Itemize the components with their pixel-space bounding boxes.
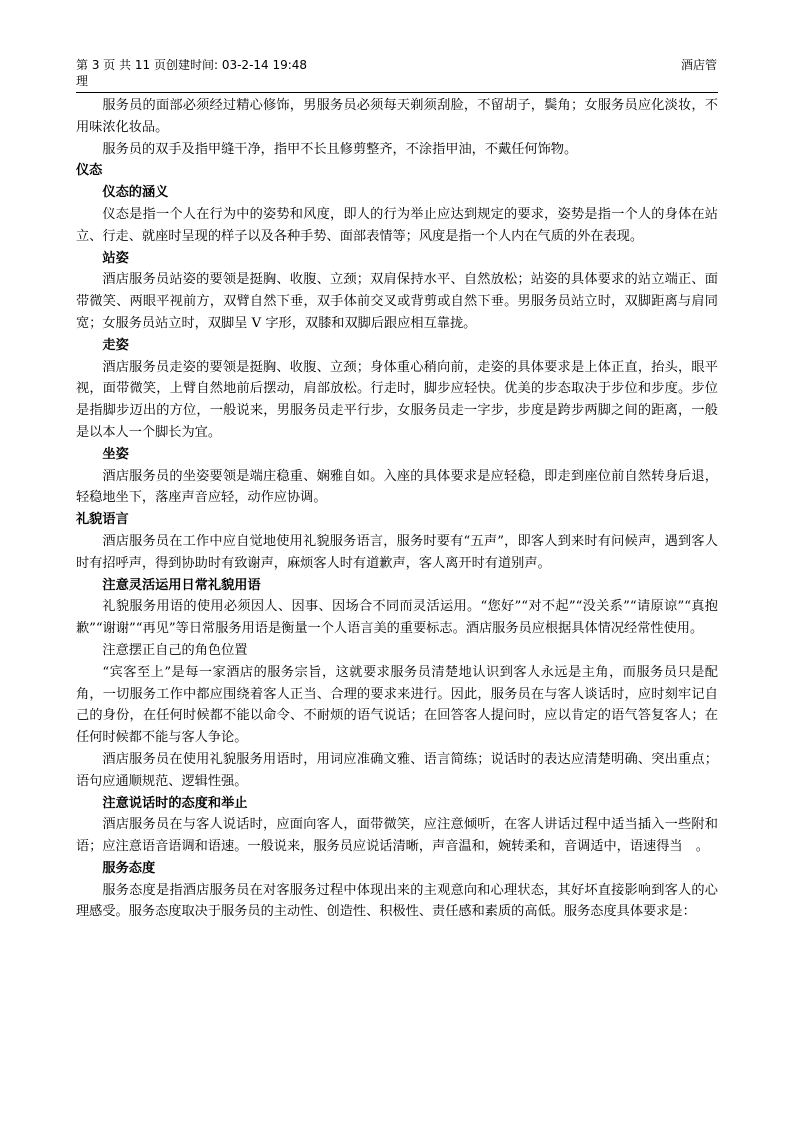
paragraph: 酒店服务员走姿的要领是挺胸、收腹、立颈；身体重心稍向前，走姿的具体要求是上体正直，抬头，眼平视，面带微笑，上臂自然地前后摆动，肩部放松。行走时，脚步应轻快。优美的步态取决于步位和步度。步位是指脚步迈出的方位，一般说来，男服务员走平行步，女服务员走一字步，步度是跨步两脚之间的距离，一般是以本人一个脚长为宜。: [76, 359, 718, 440]
page-header-info: [76, 57, 636, 89]
paragraph: 服务态度是指酒店服务员在对客服务过程中体现出来的主观意向和心理状态，其好坏直接影响到客人的心理感受。服务态度取决于服务员的主动性、创造性、积极性、责任感和素质的高低。服务态度具体要求是：: [76, 882, 718, 920]
paragraph: 酒店服务员在工作中应自觉地使用礼貌服务语言，服务时要有“五声”，即客人到来时有问候声，遇到客人时有招呼声，得到协助时有致谢声，麻烦客人时有道歉声，客人离开时有道别声。: [76, 533, 718, 571]
paragraph: 酒店服务员在使用礼貌服务用语时，用词应准确文雅、语言简练；说话时的表达应清楚明确、突出重点；语句应通顺规范、逻辑性强。: [76, 751, 718, 789]
document-body: [76, 95, 718, 923]
paragraph: 服务员的面部必须经过精心修饰，男服务员必须每天剃须刮脸，不留胡子，鬓角；女服务员应化淡妆，不用味浓化妆品。: [76, 98, 718, 135]
subsection-heading: 走姿: [102, 337, 129, 353]
header-title: 酒店管: [680, 58, 717, 72]
header-divider: [76, 92, 718, 93]
paragraph: “宾客至上”是每一家酒店的服务宗旨，这就要求服务员清楚地认识到客人永远是主角，而服务员只是配角，一切服务工作中都应围绕着客人正当、合理的要求来进行。因此，服务员在与客人谈话时，应时刻牢记自己的身份，在任何时候都不能以命令、不耐烦的语气说话；在回答客人提问时，应以肯定的语气答复客人；在任何时候都不能与客人争论。: [76, 664, 718, 746]
section-heading: 仪态: [76, 163, 103, 179]
subsection-heading: 服务态度: [102, 860, 156, 876]
header-wrap-char: 理: [76, 74, 89, 88]
paragraph: 酒店服务员站姿的要领是挺胸、收腹、立颈；双肩保持水平、自然放松；站姿的具体要求的站立端正、面带微笑、两眼平视前方，双臂自然下垂，双手体前交叉或背剪或自然下垂。男服务员站立时，双脚距离与肩同宽；女服务员站立时，双脚呈 V 字形，双膝和双脚后跟应相互靠拢。: [76, 272, 718, 331]
paragraph: 仪态是指一个人在行为中的姿势和风度，即人的行为举止应达到规定的要求，姿势是指一个人的身体在站立、行走、就座时呈现的样子以及各种手势、面部表情等；风度是指一个人内在气质的外在表现。: [76, 206, 718, 244]
subsection-heading: 注意灵活运用日常礼貌用语: [102, 577, 261, 593]
paragraph: 酒店服务员的坐姿要领是端庄稳重、娴雅自如。入座的具体要求是应轻稳，即走到座位前自然转身后退，轻稳地坐下，落座声音应轻，动作应协调。: [76, 468, 718, 506]
subsection-heading: 注意摆正自己的角色位置: [102, 642, 248, 658]
subsection-heading: 坐姿: [102, 446, 129, 462]
subsection-heading: 站姿: [102, 250, 129, 266]
subsection-heading: 仪态的涵义: [102, 185, 169, 201]
subsection-heading: 注意说话时的态度和举止: [102, 795, 248, 811]
paragraph: 服务员的双手及指甲缝干净，指甲不长且修剪整齐，不涂指甲油，不戴任何饰物。: [102, 141, 578, 157]
header-page-info: 第 3 页 共 11 页创建时间: 03-2-14 19:48: [76, 58, 308, 72]
paragraph: 礼貌服务用语的使用必须因人、因事、因场合不同而灵活运用。“您好”“对不起”“没关系”“请原谅”“真抱歉”“谢谢”“再见”等日常服务用语是衡量一个人语言美的重要标志。酒店服务员应根据具体情况经常性使用。: [76, 599, 718, 637]
section-heading: 礼貌语言: [76, 512, 129, 528]
paragraph: 酒店服务员在与客人说话时，应面向客人，面带微笑，应注意倾听，在客人讲话过程中适当插入一些附和语；应注意语音语调和语速。一般说来，服务员应说话清晰，声音温和，婉转柔和，音调适中，语速得当 。: [76, 817, 718, 855]
